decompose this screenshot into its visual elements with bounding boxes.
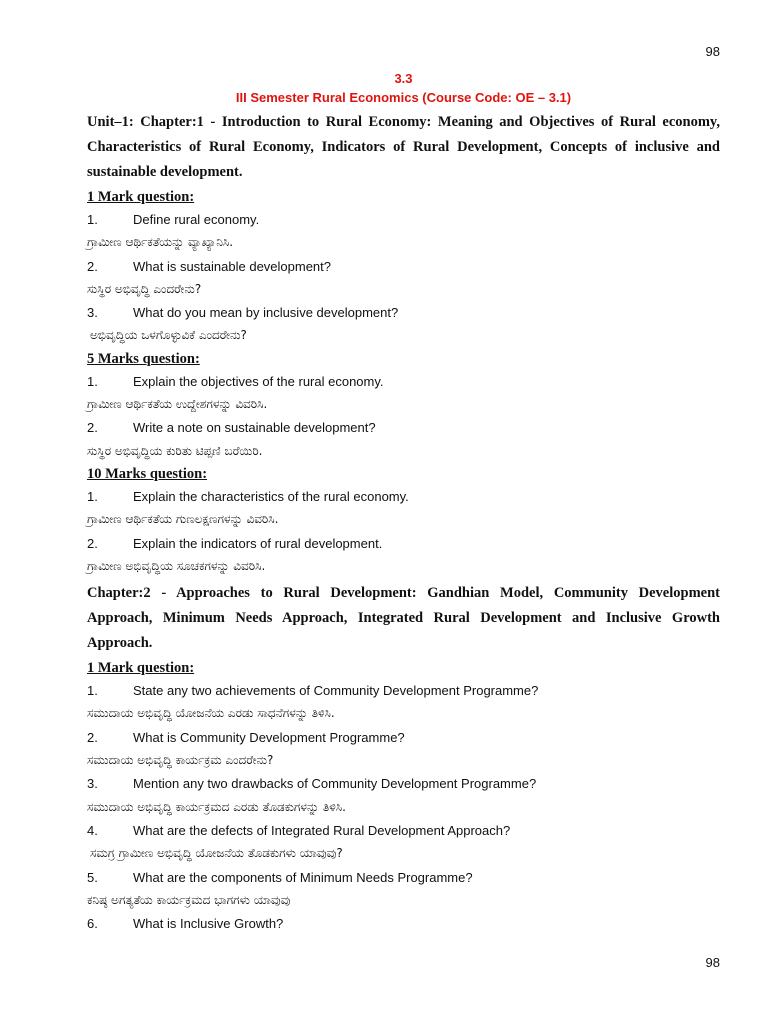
section-title: 10 Marks question: bbox=[87, 465, 208, 482]
question-text: Write a note on sustainable development? bbox=[133, 420, 376, 436]
section-title: 5 Marks question: bbox=[87, 350, 200, 367]
course-title: III Semester Rural Economics (Course Code: OE – 3.1) bbox=[235, 90, 572, 105]
question-kn: ಗ್ರಾಮೀಣ ಅಭಿವೃದ್ಧಿಯ ಸೂಚಕಗಳನ್ನು ವಿವರಿಸಿ. bbox=[87, 558, 266, 573]
page-number-bottom: 98 bbox=[705, 955, 720, 970]
section-title: 1 Mark question: bbox=[87, 189, 195, 205]
question-text: Mention any two drawbacks of Community Development Programme? bbox=[133, 776, 537, 792]
question-en bbox=[87, 726, 720, 749]
question-number: 1. bbox=[87, 488, 98, 504]
question-text: Explain the indicators of rural development. bbox=[133, 535, 383, 551]
section-title: 1 Mark question: bbox=[87, 660, 195, 677]
question-number: 1. bbox=[87, 683, 98, 699]
question-number: 2. bbox=[87, 258, 98, 274]
question-kn: ಸಮುದಾಯ ಅಭಿವೃದ್ಧಿ ಕಾರ್ಯಕ್ರಮ ಎಂದರೇನು? bbox=[87, 753, 274, 768]
question-text: What are the components of Minimum Needs Programme? bbox=[133, 869, 473, 885]
question-number: 6. bbox=[87, 916, 98, 932]
question-kn: ಸಮುದಾಯ ಅಭಿವೃದ್ಧಿ ಯೋಜನೆಯ ಎರಡು ಸಾಧನೆಗಳನ್ನು ತಿಳಿಸಿ. bbox=[87, 706, 335, 721]
question-en bbox=[87, 772, 720, 795]
question-text: What is Community Development Programme? bbox=[133, 729, 405, 745]
chapter-heading: Unit–1: Chapter:1 - Introduction to Rural Economy: Meaning and Objectives of Rural economy, Characteristics of Rural Economy, Indicators of Rural Development, Concepts of inclusive and sustainable development. bbox=[87, 114, 720, 180]
question-en bbox=[87, 532, 720, 555]
question-text: What is Inclusive Growth? bbox=[133, 916, 284, 932]
question-kn: ಸುಸ್ಥಿರ ಅಭಿವೃದ್ಧಿ ಎಂದರೇನು? bbox=[87, 281, 202, 296]
question-en bbox=[87, 819, 720, 842]
question-number: 1. bbox=[87, 212, 98, 227]
question-number: 2. bbox=[87, 729, 98, 745]
question-en bbox=[87, 370, 720, 393]
question-text: Explain the objectives of the rural economy. bbox=[133, 373, 384, 389]
chapter-heading: Chapter:2 - Approaches to Rural Development: Gandhian Model, Community Development Approach, Minimum Needs Approach, Integrated Rural Development and Inclusive Growth Approach. bbox=[87, 585, 720, 652]
question-kn: ಸುಸ್ಥಿರ ಅಭಿವೃದ್ಧಿಯ ಕುರಿತು ಟಿಪ್ಪಣಿ ಬರೆಯಿರಿ. bbox=[87, 443, 263, 458]
question-en bbox=[87, 301, 720, 324]
question-number: 4. bbox=[87, 822, 98, 838]
question-text: Define rural economy. bbox=[133, 212, 260, 227]
question-text: State any two achievements of Community Development Programme? bbox=[133, 683, 539, 699]
question-en bbox=[87, 912, 720, 935]
question-number: 1. bbox=[87, 373, 98, 389]
question-kn: ಸಮುದಾಯ ಅಭಿವೃದ್ಧಿ ಕಾರ್ಯಕ್ರಮದ ಎರಡು ತೊಡಕುಗಳನ್ನು ತಿಳಿಸಿ. bbox=[87, 799, 346, 814]
page-number-top: 98 bbox=[705, 44, 720, 59]
question-number: 3. bbox=[87, 776, 98, 792]
question-en bbox=[87, 416, 720, 439]
document-body bbox=[87, 69, 720, 935]
question-en bbox=[87, 866, 720, 889]
question-en bbox=[87, 208, 720, 231]
question-kn: ಅಭಿವೃದ್ಧಿಯ ಒಳಗೊಳ್ಳುವಿಕೆ ಎಂದರೇನು? bbox=[90, 328, 247, 343]
question-number: 2. bbox=[87, 420, 98, 436]
question-en bbox=[87, 255, 720, 278]
question-kn: ಕನಿಷ್ಠ ಅಗತ್ಯತೆಯ ಕಾರ್ಯಕ್ರಮದ ಭಾಗಗಳು ಯಾವುವು bbox=[87, 892, 291, 907]
question-text: What is sustainable development? bbox=[133, 258, 332, 274]
question-kn: ಗ್ರಾಮೀಣ ಆರ್ಥಿಕತೆಯ ಗುಣಲಕ್ಷಣಗಳನ್ನು ವಿವರಿಸಿ. bbox=[87, 512, 279, 527]
question-en bbox=[87, 679, 720, 702]
question-number: 2. bbox=[87, 535, 98, 551]
question-text: What do you mean by inclusive development? bbox=[133, 305, 399, 321]
question-number: 5. bbox=[87, 869, 98, 885]
question-kn: ಸಮಗ್ರ ಗ್ರಾಮೀಣ ಅಭಿವೃದ್ಧಿ ಯೋಜನೆಯ ತೊಡಕುಗಳು ಯಾವುವು? bbox=[90, 846, 343, 861]
section-number: 3.3 bbox=[394, 71, 413, 86]
question-number: 3. bbox=[87, 305, 98, 321]
question-text: Explain the characteristics of the rural economy. bbox=[133, 488, 409, 504]
question-en bbox=[87, 485, 720, 508]
question-kn: ಗ್ರಾಮೀಣ ಆರ್ಥಿಕತೆಯನ್ನು ವ್ಯಾಖ್ಯಾನಿಸಿ. bbox=[87, 235, 234, 250]
question-kn: ಗ್ರಾಮೀಣ ಆರ್ಥಿಕತೆಯ ಉದ್ದೇಶಗಳನ್ನು ವಿವರಿಸಿ. bbox=[87, 397, 268, 412]
question-text: What are the defects of Integrated Rural Development Approach? bbox=[133, 822, 511, 838]
